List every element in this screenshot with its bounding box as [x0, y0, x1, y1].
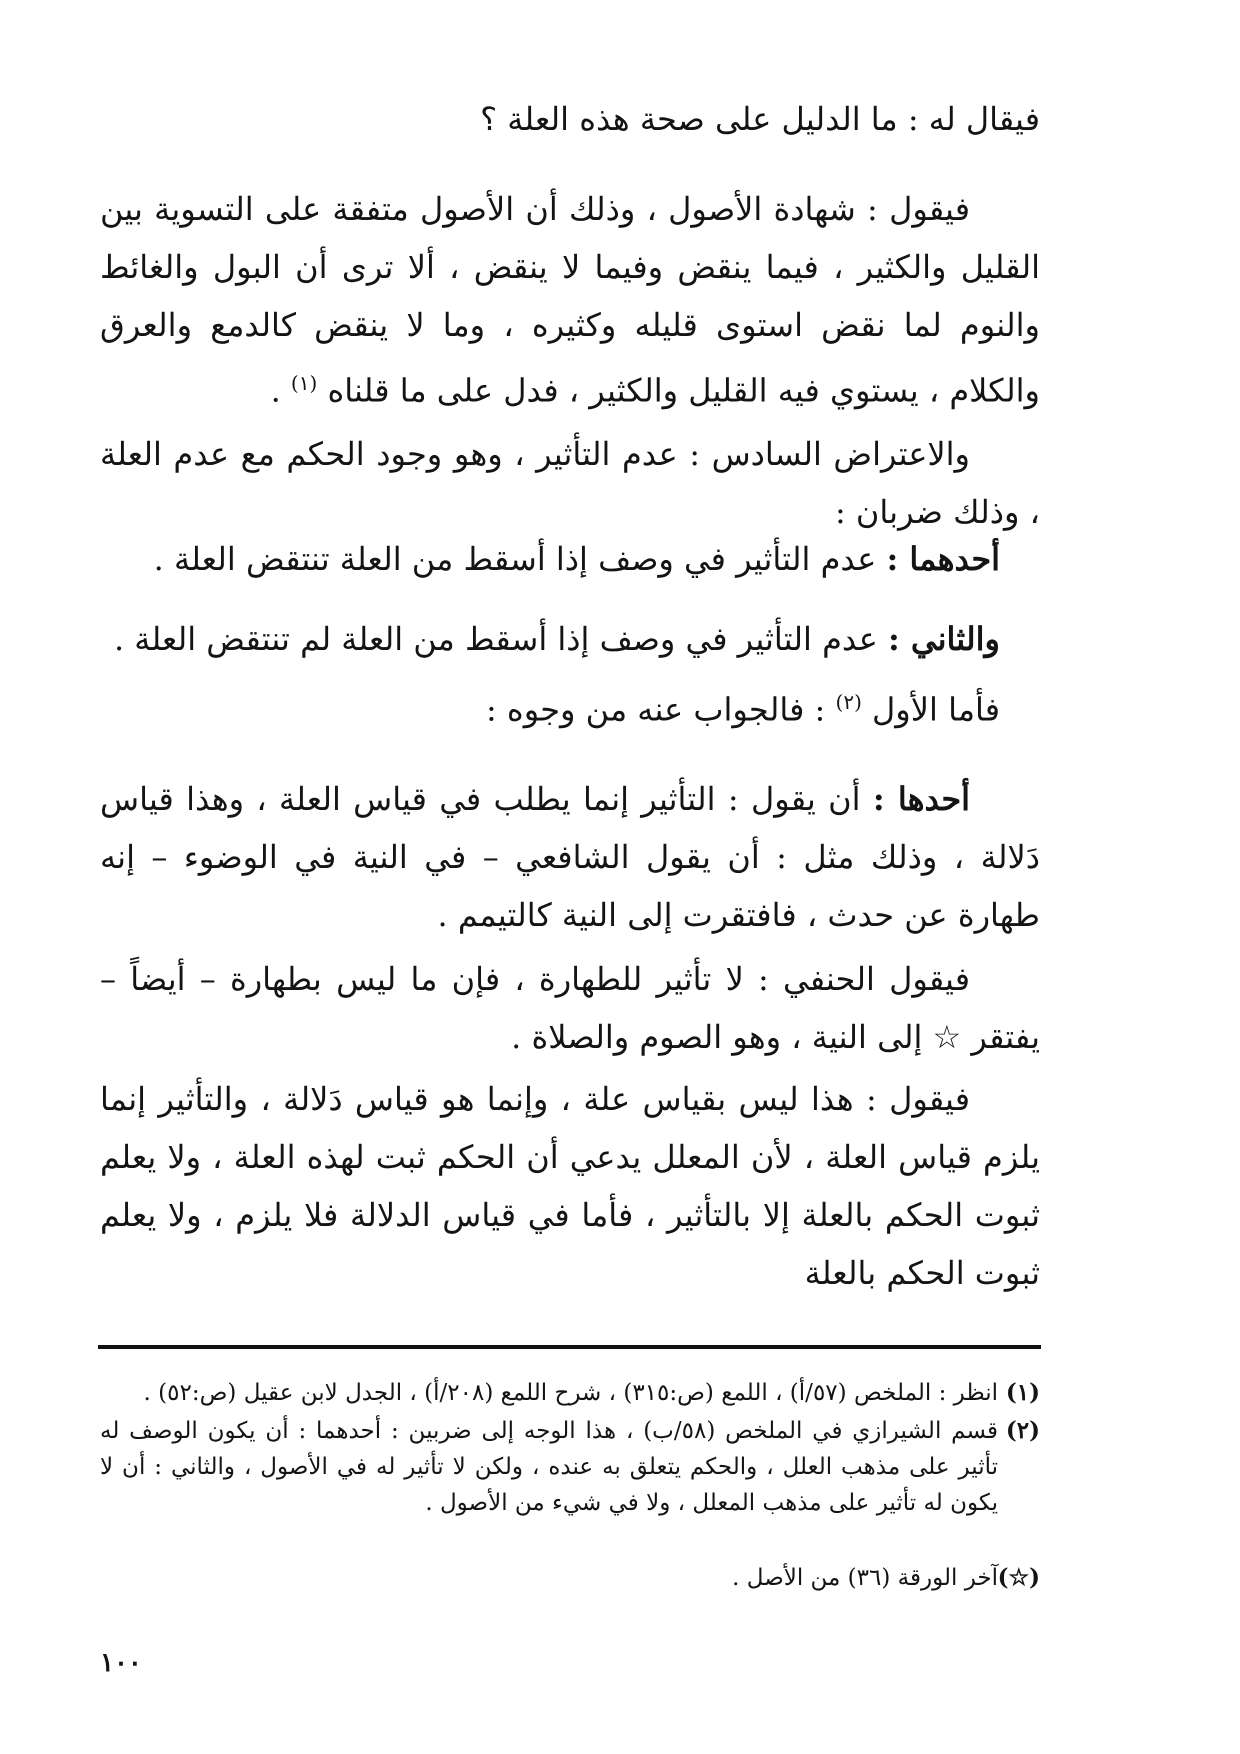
question-text: فيقال له : ما الدليل على صحة هذه العلة ؟ [480, 100, 1040, 138]
first-answer-text-b: : فالجواب عنه من وجوه : [485, 690, 826, 729]
footnote-2 [100, 1413, 1040, 1521]
paragraph-1-text: فيقول : شهادة الأصول ، وذلك أن الأصول متفقة على التسوية بين القليل والكثير ، فيما ينقض وفيما لا ينقض ، ألا ترى أن البول والغائط والنوم لما نقض استوى قليله وكثيره ، وما لا ينقض كالدمع والعرق والكلام ، يستوي فيه القليل والكثير ، فدل على ما قلناه [100, 190, 1040, 410]
item-1-text: عدم التأثير في وصف إذا أسقط من العلة تنتقض العلة . [153, 540, 877, 578]
paragraph-1 [100, 180, 1040, 420]
paragraph-2-text: والاعتراض السادس : عدم التأثير ، وهو وجود الحكم مع عدم العلة ، وذلك ضربان : [100, 435, 1040, 531]
first-answer-text-a: فأما الأول [872, 690, 1000, 729]
paragraph-4 [100, 950, 1040, 1066]
paragraph-3-label: أحدها : [872, 780, 971, 818]
footnote-ref-1[interactable]: (١) [290, 371, 318, 395]
footnote-1-number: (١) [1005, 1379, 1040, 1406]
footnote-separator [98, 1345, 1041, 1349]
paragraph-3-text: أن يقول : التأثير إنما يطلب في قياس العلة ، وهذا قياس دَلالة ، وذلك مثل : أن يقول الشافعي – في النية في الوضوء – إنه طهارة عن حدث ، فافتقرت إلى النية كالتيمم . [100, 780, 1041, 934]
item-1-label: أحدهما : [886, 540, 1000, 578]
footnote-3-number: (☆) [997, 1564, 1040, 1591]
item-2 [100, 620, 1000, 658]
footnote-2-text: قسم الشيرازي في الملخص (٥٨/ب) ، هذا الوجه إلى ضربين : أحدهما : أن يكون الوصف له تأثير على مذهب العلل ، والحكم يتعلق به عنده ، ولكن لا تأثير له في الأصول ، والثاني : أن لا يكون له تأثير على مذهب المعلل ، ولا في شيء من الأصول . [100, 1418, 998, 1516]
footnote-3-text: آخر الورقة (٣٦) من الأصل . [732, 1565, 998, 1591]
footnote-ref-2[interactable]: (٢) [835, 690, 862, 714]
paragraph-4-text: فيقول الحنفي : لا تأثير للطهارة ، فإن ما ليس بطهارة – أيضاً – يفتقر ☆ إلى النية ، وهو الصوم والصلاة . [100, 960, 1040, 1056]
item-1 [100, 540, 1000, 578]
footnote-3 [100, 1560, 1040, 1596]
paragraph-1-end: . [270, 371, 281, 410]
footnote-2-number: (٢) [1005, 1417, 1040, 1444]
paragraph-5-text: فيقول : هذا ليس بقياس علة ، وإنما هو قياس دَلالة ، والتأثير إنما يلزم قياس العلة ، لأن المعلل يدعي أن الحكم ثبت لهذه العلة ، ولا يعلم ثبوت الحكم بالعلة إلا بالتأثير ، فأما في قياس الدلالة فلا يلزم ، ولا يعلم ثبوت الحكم بالعلة [100, 1080, 1041, 1292]
page-number: ١٠٠ [100, 1648, 142, 1678]
paragraph-2 [100, 425, 1040, 541]
item-2-label: والثاني : [887, 620, 1000, 658]
paragraph-5 [100, 1070, 1040, 1302]
first-answer-line [100, 690, 1000, 729]
item-2-text: عدم التأثير في وصف إذا أسقط من العلة لم تنتقض العلة . [113, 620, 878, 658]
footnote-1-text: انظر : الملخص (٥٧/أ) ، اللمع (ص:٣١٥) ، شرح اللمع (٢٠٨/أ) ، الجدل لابن عقيل (ص:٥٢) . [143, 1380, 998, 1406]
paragraph-3 [100, 770, 1040, 944]
question-line [100, 100, 1040, 138]
footnote-1 [100, 1375, 1040, 1411]
